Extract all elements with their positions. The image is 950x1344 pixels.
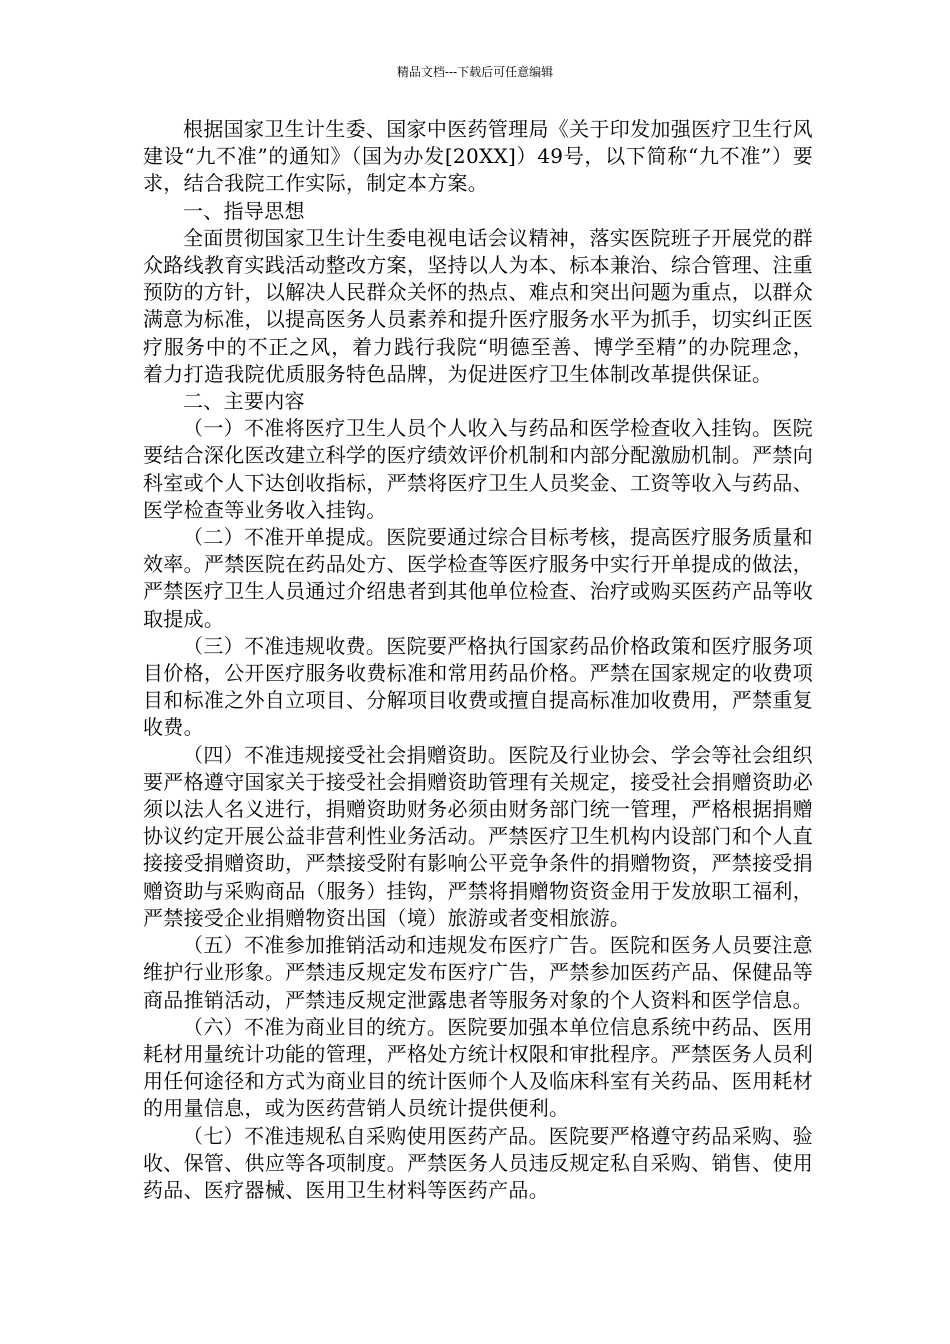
page-header: 精品文档---下载后可任意编辑 [396,65,554,79]
rule-4-paragraph: （四）不准违规接受社会捐赠资助。医院及行业协会、学会等社会组织要严格遵守国家关于接受社会捐赠资助管理有关规定，接受社会捐赠资助必须以法人名义进行，捐赠资助财务必须由财务部门统一管理，严格根据捐赠协议约定开展公益非营利性业务活动。严禁医疗卫生机构内设部门和个人直接接受捐赠资助，严禁接受附有影响公平竞争条件的捐赠物资，严禁接受捐赠资助与采购商品（服务）挂钩，严禁将捐赠物资资金用于发放职工福利，严禁接受企业捐赠物资出国（境）旅游或者变相旅游。 [143,742,813,930]
rule-6-paragraph: （六）不准为商业目的统方。医院要加强本单位信息系统中药品、医用耗材用量统计功能的管理，严格处方统计权限和审批程序。严禁医务人员利用任何途径和方式为商业目的统计医师个人及临床科室有关药品、医用耗材的用量信息，或为医药营销人员统计提供便利。 [143,1014,813,1121]
rule-1-paragraph: （一）不准将医疗卫生人员个人收入与药品和医学检查收入挂钩。医院要结合深化医改建立科学的医疗绩效评价机制和内部分配激励机制。严禁向科室或个人下达创收指标，严禁将医疗卫生人员奖金、工资等收入与药品、医学检查等业务收入挂钩。 [143,416,813,522]
section-heading-main-content: 二、主要内容 [183,389,305,414]
rule-5-paragraph: （五）不准参加推销活动和违规发布医疗广告。医院和医务人员要注意维护行业形象。严禁违反规定发布医疗广告，严禁参加医药产品、保健品等商品推销活动，严禁违反规定泄露患者等服务对象的个人资料和医学信息。 [143,933,813,1012]
section-heading-guiding-ideology: 一、指导思想 [183,198,305,223]
guiding-ideology-paragraph: 全面贯彻国家卫生计生委电视电话会议精神，落实医院班子开展党的群众路线教育实践活动整改方案，坚持以人为本、标本兼治、综合管理、注重预防的方针，以解决人民群众关怀的热点、难点和突出问题为重点，以群众满意为标准，以提高医务人员素养和提升医疗服务水平为抓手，切实纠正医疗服务中的不正之风，着力践行我院“明德至善、博学至精”的办院理念，着力打造我院优质服务特色品牌，为促进医疗卫生体制改革提供保证。 [143,225,813,386]
rule-3-paragraph: （三）不准违规收费。医院要严格执行国家药品价格政策和医疗服务项目价格，公开医疗服务收费标准和常用药品价格。严禁在国家规定的收费项目和标准之外自立项目、分解项目收费或擅自提高标准加收费用，严禁重复收费。 [143,633,813,740]
document-body [143,116,813,1204]
rule-2-paragraph: （二）不准开单提成。医院要通过综合目标考核，提高医疗服务质量和效率。严禁医院在药品处方、医学检查等医疗服务中实行开单提成的做法，严禁医疗卫生人员通过介绍患者到其他单位检查、治疗或购买医药产品等收取提成。 [143,525,813,631]
rule-7-paragraph: （七）不准违规私自采购使用医药产品。医院要严格遵守药品采购、验收、保管、供应等各项制度。严禁医务人员违反规定私自采购、销售、使用药品、医疗器械、医用卫生材料等医药产品。 [143,1123,813,1202]
intro-paragraph: 根据国家卫生计生委、国家中医药管理局《关于印发加强医疗卫生行风建设“九不准”的通知》（国为办发[20XX]）49号，以下简称“九不准”）要求，结合我院工作实际，制定本方案。 [143,117,813,196]
